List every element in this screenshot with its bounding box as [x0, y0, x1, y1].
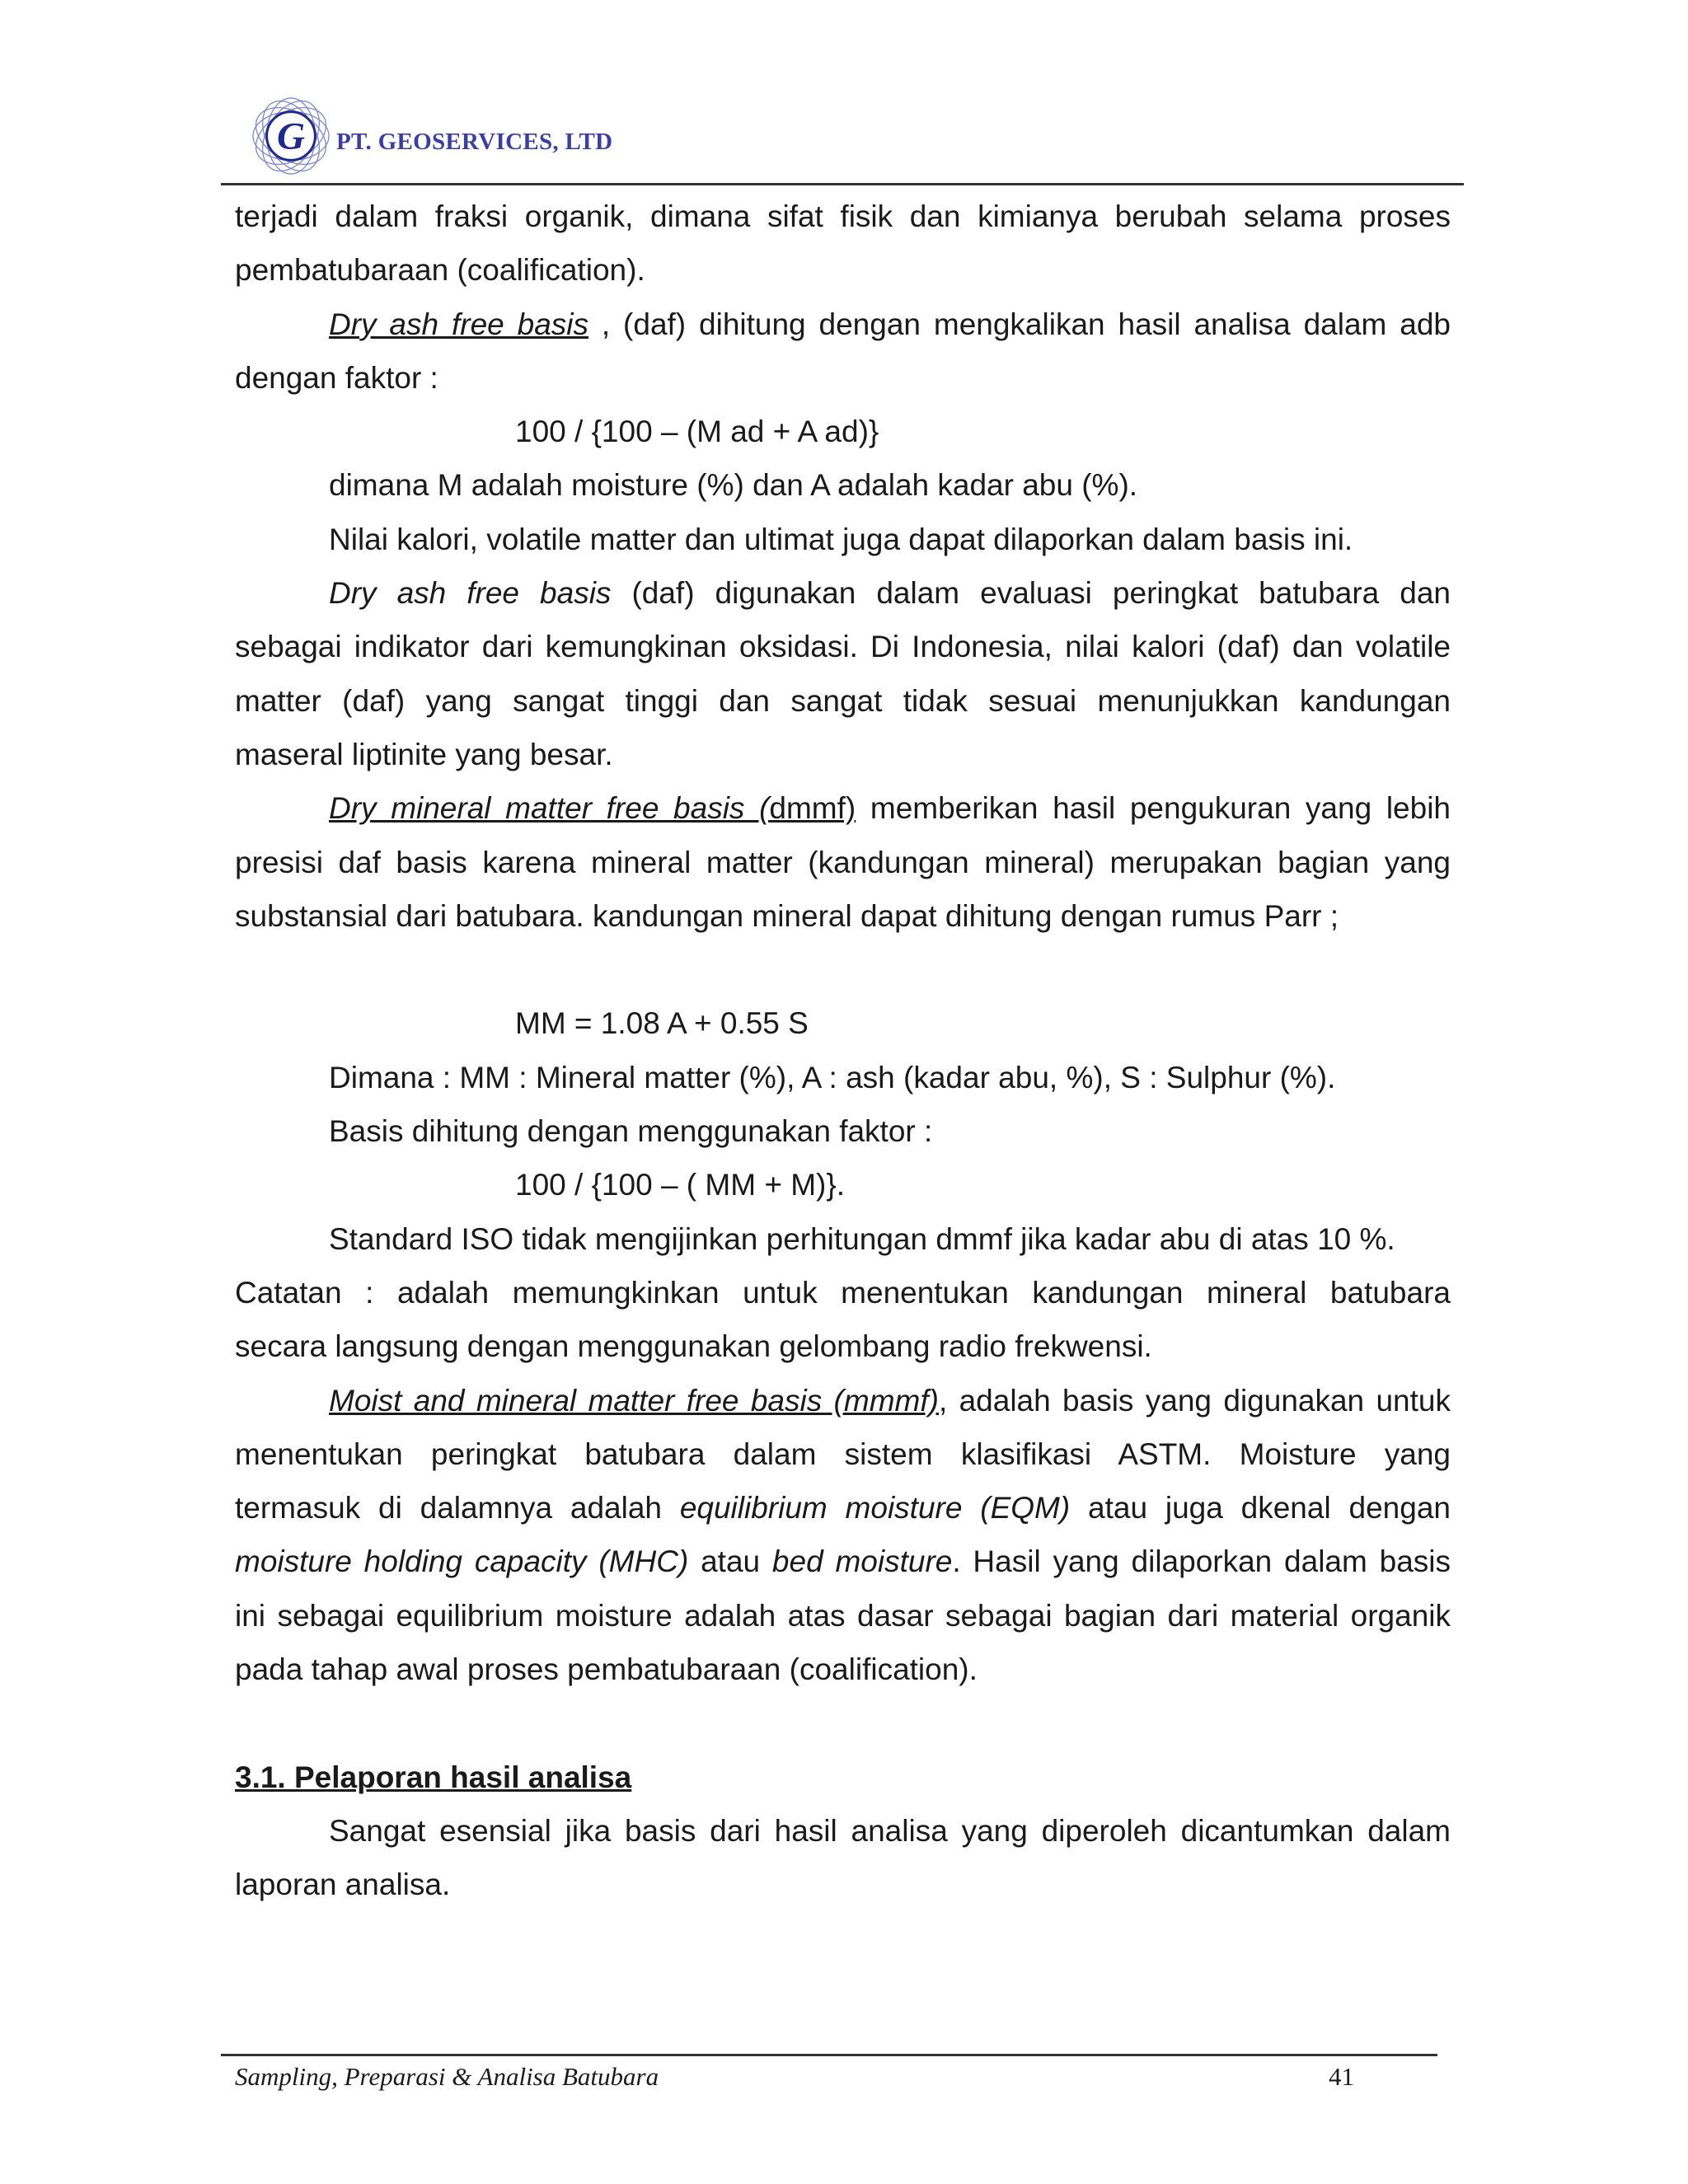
term-daf: Dry ash free basis: [329, 576, 612, 611]
document-body: [235, 190, 1451, 1912]
svg-text:G: G: [277, 115, 305, 158]
paragraph-line: presisi daf basis karena mineral matter (kandungan mineral) merupakan bagian yang: [235, 845, 1451, 879]
term-dmmf: Dry mineral matter free basis (: [329, 791, 770, 826]
paragraph-line: Basis dihitung dengan menggunakan faktor :: [329, 1114, 933, 1149]
page-header: [221, 92, 1464, 185]
paragraph-line: substansial dari batubara. kandungan mineral dapat dihitung dengan rumus Parr ;: [235, 898, 1339, 933]
paragraph-line: ini sebagai equilibrium moisture adalah atas dasar sebagai bagian dari material organik: [235, 1598, 1451, 1633]
geoservices-logo-icon: [251, 96, 331, 176]
paragraph-line: Moist and mineral matter free basis (mmmf), adalah basis yang digunakan untuk: [329, 1383, 1451, 1418]
paragraph-line: Catatan : adalah memungkinkan untuk menentukan kandungan mineral batubara: [235, 1275, 1451, 1310]
paragraph-line: secara langsung dengan menggunakan gelombang radio frekwensi.: [235, 1329, 1152, 1364]
paragraph-line: terjadi dalam fraksi organik, dimana sifat fisik dan kimianya berubah selama proses: [235, 199, 1451, 233]
paragraph-line: Dry mineral matter free basis (dmmf) memberikan hasil pengukuran yang lebih: [329, 791, 1451, 826]
paragraph-line: sebagai indikator dari kemungkinan oksidasi. Di Indonesia, nilai kalori (daf) dan volatile: [235, 630, 1451, 664]
company-name: PT. GEOSERVICES, LTD: [336, 129, 613, 155]
term-mmmf: Moist and mineral matter free basis (mmmf): [329, 1383, 939, 1418]
paragraph-line: pada tahap awal proses pembatubaraan (coalification).: [235, 1652, 978, 1687]
paragraph-line: Dry ash free basis , (daf) dihitung dengan mengkalikan hasil analisa dalam adb: [329, 307, 1451, 341]
section-heading: 3.1. Pelaporan hasil analisa: [235, 1760, 632, 1794]
formula-daf-factor: 100 / {100 – (M ad + A ad)}: [515, 415, 879, 449]
paragraph-line: Sangat esensial jika basis dari hasil analisa yang diperoleh dicantumkan dalam: [329, 1813, 1451, 1848]
paragraph-line: pembatubaraan (coalification).: [235, 253, 645, 288]
paragraph-line: matter (daf) yang sangat tinggi dan sangat tidak sesuai menunjukkan kandungan: [235, 683, 1451, 718]
blank-line: [235, 1696, 1451, 1750]
header-divider: [221, 183, 1464, 185]
paragraph-line: Standard ISO tidak mengijinkan perhitungan dmmf jika kadar abu di atas 10 %.: [329, 1221, 1395, 1256]
blank-line: [235, 943, 1451, 996]
footer-document-title: Sampling, Preparasi & Analisa Batubara: [235, 2062, 659, 2091]
paragraph-line: termasuk di dalamnya adalah equilibrium moisture (EQM) atau juga dkenal dengan: [235, 1491, 1451, 1526]
formula-parr: MM = 1.08 A + 0.55 S: [515, 1006, 809, 1041]
paragraph-line: Dimana : MM : Mineral matter (%), A : ash (kadar abu, %), S : Sulphur (%).: [329, 1060, 1336, 1094]
paragraph-line: dengan faktor :: [235, 360, 438, 395]
footer-divider: [221, 2054, 1437, 2056]
paragraph-line: maseral liptinite yang besar.: [235, 737, 613, 771]
paragraph-line: Nilai kalori, volatile matter dan ultimat juga dapat dilaporkan dalam basis ini.: [329, 522, 1353, 556]
term-daf: Dry ash free basis: [329, 307, 588, 341]
paragraph-line: laporan analisa.: [235, 1868, 451, 1902]
page-number: 41: [1329, 2062, 1354, 2091]
paragraph-line: moisture holding capacity (MHC) atau bed moisture. Hasil yang dilaporkan dalam basis: [235, 1544, 1451, 1579]
paragraph-line: menentukan peringkat batubara dalam sistem klasifikasi ASTM. Moisture yang: [235, 1436, 1451, 1471]
paragraph-line: dimana M adalah moisture (%) dan A adalah kadar abu (%).: [329, 468, 1138, 503]
paragraph-line: Dry ash free basis (daf) digunakan dalam evaluasi peringkat batubara dan: [329, 576, 1451, 611]
formula-dmmf-factor: 100 / {100 – ( MM + M)}.: [515, 1168, 845, 1202]
